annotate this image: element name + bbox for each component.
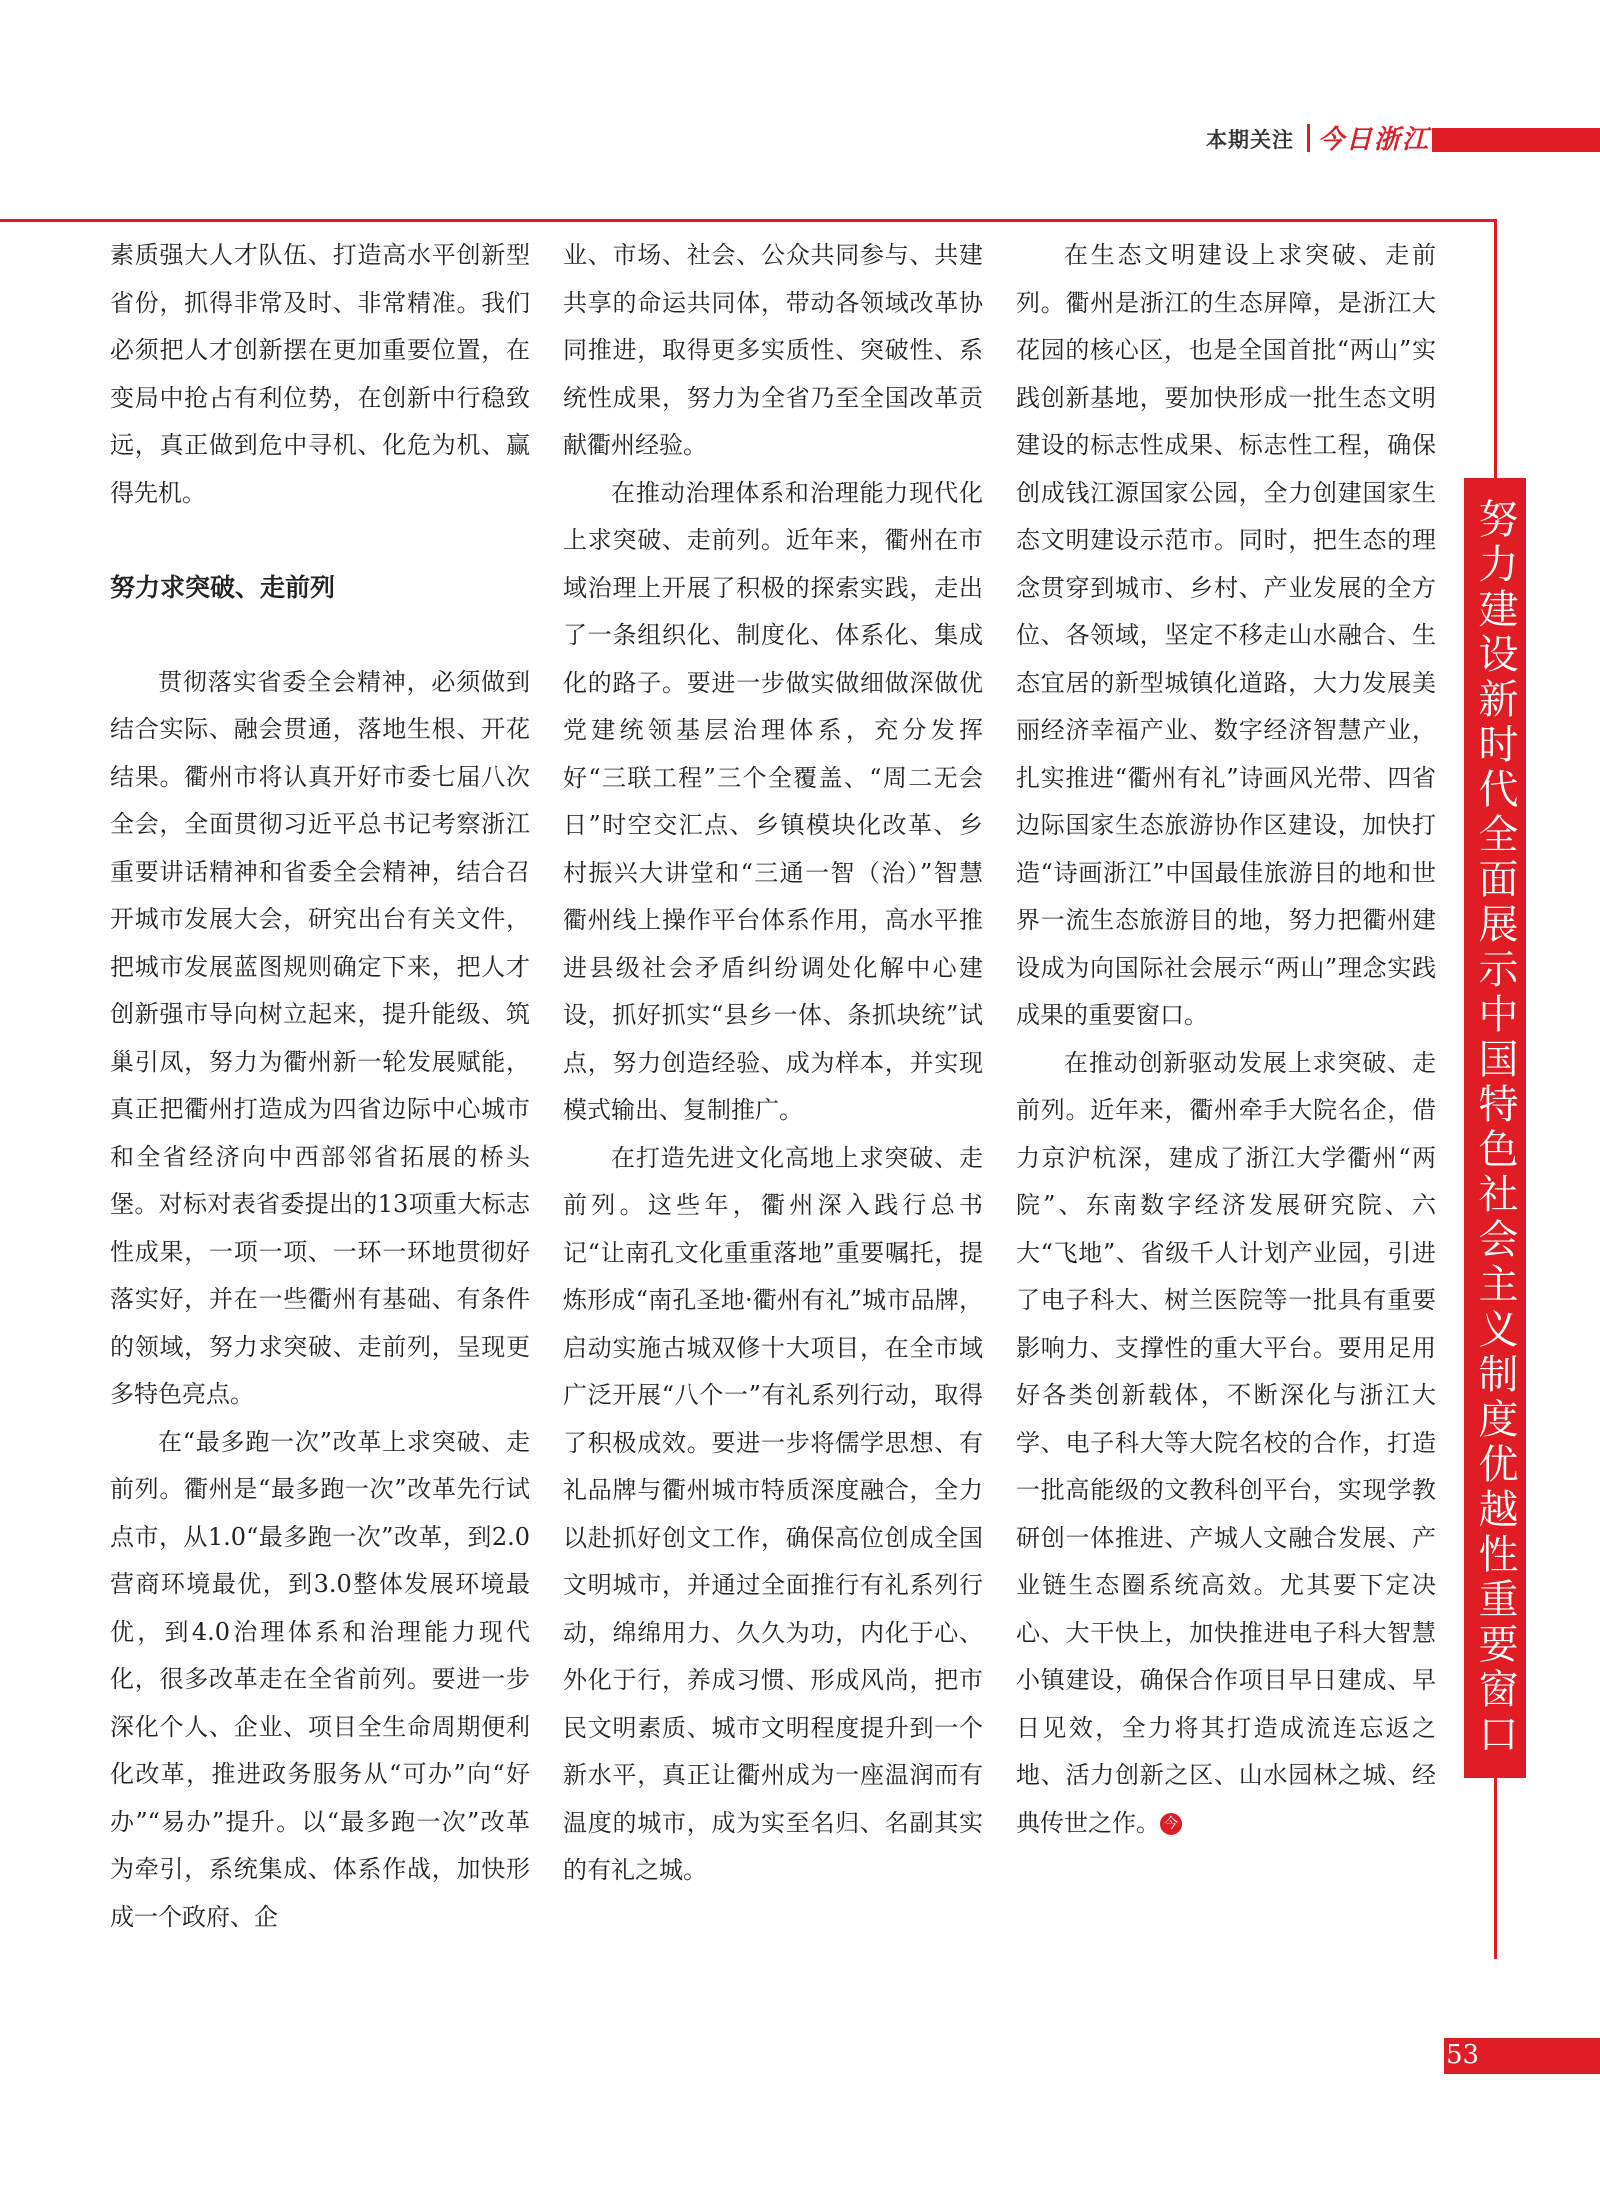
magazine-logo: 今日浙江	[1318, 125, 1431, 155]
paragraph: 在“最多跑一次”改革上求突破、走前列。衢州是“最多跑一次”改革先行试点市，从1.0“最多跑一次”改革，到2.0营商环境最优，到3.0整体发展环境最优，到4.0治理体系和治理能力现代化，很多改革走在全省前列。要进一步深化个人、企业、项目全生命周期便利化改革，推进政务服务从“可办”向“好办”“易办”提升。以“最多跑一次”改革为牵引，系统集成、体系作战，加快形成一个政府、企	[110, 1427, 530, 1931]
vertical-title-banner	[1464, 478, 1526, 1778]
section-subheading: 努力求突破、走前列	[110, 573, 336, 602]
paragraph: 贯彻落实省委全会精神，必须做到结合实际、融会贯通，落地生根、开花结果。衢州市将认真开好市委七届八次全会，全面贯彻习近平总书记考察浙江重要讲话精神和省委全会精神，结合召开城市发展大会，研究出台有关文件，把城市发展蓝图规则确定下来，把人才创新强市导向树立起来，提升能级、筑巢引凤，努力为衢州新一轮发展赋能，真正把衢州打造成为四省边际中心城市和全省经济向中西部邻省拓展的桥头堡。对标对表省委提出的13项重大标志性成果，一项一项、一环一环地贯彻好落实好，并在一些衢州有基础、有条件的领域，努力求突破、走前列，呈现更多特色亮点。	[110, 667, 530, 1408]
paragraph: 在推动治理体系和治理能力现代化上求突破、走前列。近年来，衢州在市域治理上开展了积极的探索实践，走出了一条组织化、制度化、体系化、集成化的路子。要进一步做实做细做深做优党建统领基层治理体系，充分发挥好“三联工程”三个全覆盖、“周二无会日”时空交汇点、乡镇模块化改革、乡村振兴大讲堂和“三通一智（治）”智慧衢州线上操作平台体系作用，高水平推进县级社会矛盾纠纷调处化解中心建设，抓好抓实“县乡一体、条抓块统”试点，努力创造经验、成为样本，并实现模式输出、复制推广。	[563, 478, 983, 1124]
article-column-2	[563, 232, 983, 1895]
paragraph: 在生态文明建设上求突破、走前列。衢州是浙江的生态屏障，是浙江大花园的核心区，也是全国首批“两山”实践创新基地，要加快形成一批生态文明建设的标志性成果、标志性工程，确保创成钱江源国家公园，全力创建国家生态文明建设示范市。同时，把生态的理念贯穿到城市、乡村、产业发展的全方位、各领域，坚定不移走山水融合、生态宜居的新型城镇化道路，大力发展美丽经济幸福产业、数字经济智慧产业，扎实推进“衢州有礼”诗画风光带、四省边际国家生态旅游协作区建设，加快打造“诗画浙江”中国最佳旅游目的地和世界一流生态旅游目的地，努力把衢州建设成为向国际社会展示“两山”理念实践成果的重要窗口。	[1016, 241, 1436, 1029]
paragraph: 业、市场、社会、公众共同参与、共建共享的命运共同体，带动各领域改革协同推进，取得更多实质性、突破性、系统性成果，努力为全省乃至全国改革贡献衢州经验。	[563, 241, 983, 459]
page-number: 53	[1446, 2040, 1480, 2070]
section-label: 本期关注	[1206, 128, 1294, 152]
frame-top-line	[0, 219, 1497, 222]
banner-title: 努力建设新时代全面展示中国特色社会主义制度优越性重要窗口	[1472, 498, 1518, 1758]
article-column-1	[110, 232, 530, 1941]
paragraph	[1016, 1040, 1436, 1848]
paragraph: 素质强大人才队伍、打造高水平创新型省份，抓得非常及时、非常精准。我们必须把人才创新摆在更加重要位置，在变局中抢占有利位势，在创新中行稳致远，真正做到危中寻机、化危为机、赢得先机。	[110, 241, 530, 507]
header-separator	[1307, 124, 1310, 152]
header-red-bar	[1432, 128, 1600, 152]
paragraph-text: 在推动创新驱动发展上求突破、走前列。近年来，衢州牵手大院名企，借力京沪杭深，建成了浙江大学衢州“两院”、东南数字经济发展研究院、六大“飞地”、省级千人计划产业园，引进了电子科大、树兰医院等一批具有重要影响力、支撑性的重大平台。要用足用好各类创新载体，不断深化与浙江大学、电子科大等大院名校的合作，打造一批高能级的文教科创平台，实现学教研创一体推进、产城人文融合发展、产业链生态圈系统高效。尤其要下定决心、大干快上，加快推进电子科大智慧小镇建设，确保合作项目早日建成、早日见效，全力将其打造成流连忘返之地、活力创新之区、山水园林之城、经典传世之作。	[1016, 1048, 1436, 1837]
article-column-3	[1016, 232, 1436, 1847]
article-end-mark-icon: 今	[1160, 1813, 1182, 1835]
paragraph: 在打造先进文化高地上求突破、走前列。这些年，衢州深入践行总书记“让南孔文化重重落地”重要嘱托，提炼形成“南孔圣地·衢州有礼”城市品牌，启动实施古城双修十大项目，在全市域广泛开展“八个一”有礼系列行动，取得了积极成效。要进一步将儒学思想、有礼品牌与衢州城市特质深度融合，全力以赴抓好创文工作，确保高位创成全国文明城市，并通过全面推行有礼系列行动，绵绵用力、久久为功，内化于心、外化于行，养成习惯、形成风尚，把市民文明素质、城市文明程度提升到一个新水平，真正让衢州成为一座温润而有温度的城市，成为实至名归、名副其实的有礼之城。	[563, 1143, 983, 1884]
